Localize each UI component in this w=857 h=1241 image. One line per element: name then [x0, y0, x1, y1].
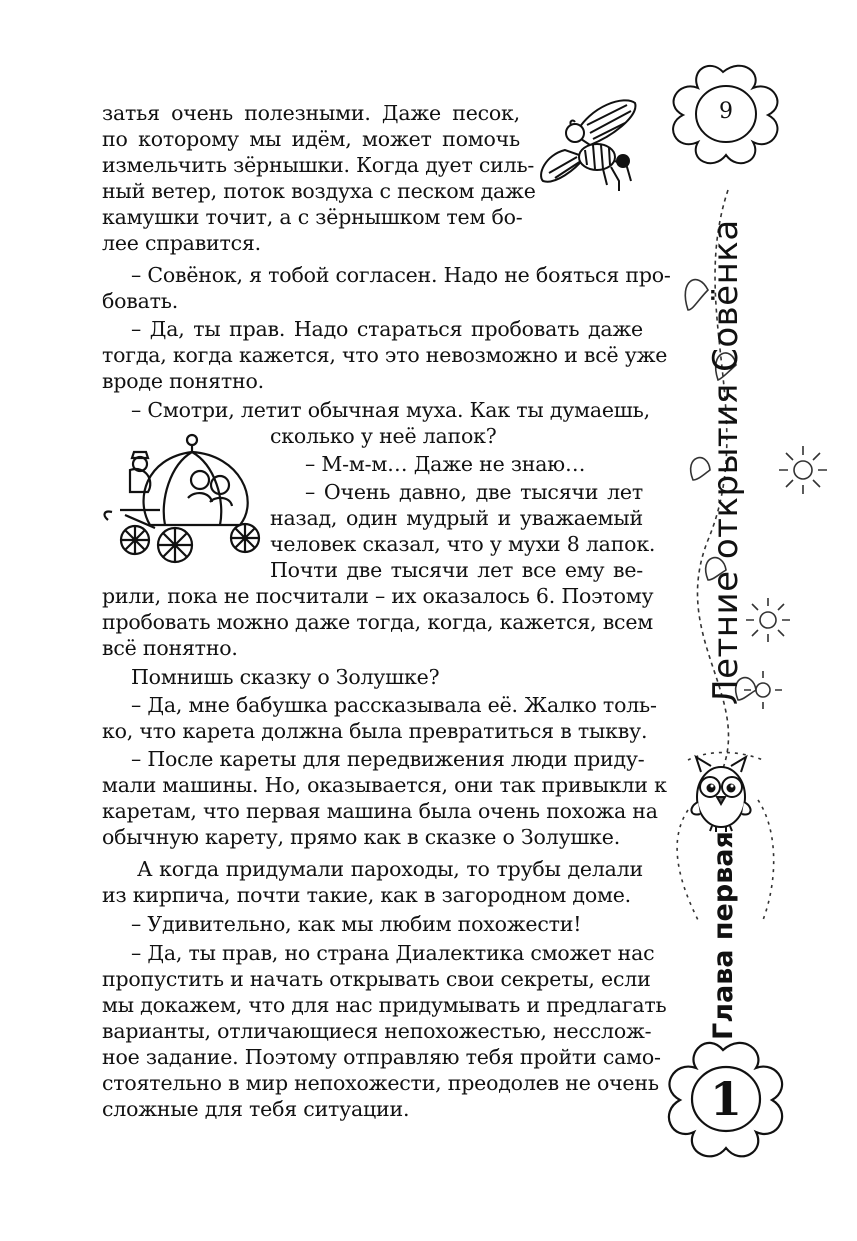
text-line: – Смотри, летит обычная муха. Как ты думаешь,	[131, 398, 650, 422]
text-line: – Да, ты прав. Надо стараться пробовать даже	[131, 317, 643, 341]
text-line: – Удивительно, как мы любим похожести!	[131, 912, 582, 936]
text-line: бовать.	[102, 289, 179, 313]
text-line: человек сказал, что у мухи 8 лапок.	[270, 532, 656, 556]
page-number: 9	[719, 99, 733, 124]
text-line: измельчить зёрнышки. Когда дует силь-	[102, 153, 535, 177]
text-line: ное задание. Поэтому отправляю тебя пройти само-	[102, 1045, 661, 1069]
text-line: сколько у неё лапок?	[270, 424, 497, 448]
text-line: – М-м-м… Даже не знаю…	[305, 452, 586, 476]
text-line: мали машины. Но, оказывается, они так привыкли к	[102, 773, 667, 797]
text-line: стоятельно в мир непохожести, преодолев не очень	[102, 1071, 659, 1095]
text-line: назад, один мудрый и уважаемый	[270, 506, 643, 530]
fly-illustration	[535, 95, 645, 195]
text-line: рили, пока не посчитали – их оказалось 6. Поэтому	[102, 584, 654, 608]
text-line: – Да, мне бабушка рассказывала её. Жалко толь-	[131, 693, 657, 717]
text-line: мы докажем, что для нас придумывать и предлагать	[102, 993, 667, 1017]
text-line: лее справится.	[102, 231, 261, 255]
carriage-illustration	[100, 430, 268, 570]
text-line: – После кареты для передвижения люди приду-	[131, 747, 645, 771]
text-line: – Совёнок, я тобой согласен. Надо не бояться про-	[131, 263, 671, 287]
text-line: сложные для тебя ситуации.	[102, 1097, 410, 1121]
text-line: обычную карету, прямо как в сказке о Золушке.	[102, 825, 621, 849]
text-line: Почти две тысячи лет все ему ве-	[270, 558, 643, 582]
text-line: варианты, отличающиеся непохожестью, несслож-	[102, 1019, 652, 1043]
chapter-label-vertical: Глава первая	[708, 831, 739, 1040]
text-line: пробовать можно даже тогда, когда, кажется, всем	[102, 610, 653, 634]
text-line: вроде понятно.	[102, 369, 264, 393]
text-line: каретам, что первая машина была очень похожа на	[102, 799, 658, 823]
text-line: Помнишь сказку о Золушке?	[131, 665, 440, 689]
text-line: ный ветер, поток воздуха с песком даже	[102, 179, 536, 203]
text-line: камушки точит, а с зёрнышком тем бо-	[102, 205, 523, 229]
flower-vine-decoration	[648, 60, 848, 1170]
text-line: ко, что карета должна была превратиться в тыкву.	[102, 719, 648, 743]
text-line: затья очень полезными. Даже песок,	[102, 101, 520, 125]
owl-illustration	[686, 752, 756, 832]
text-line: по которому мы идём, может помочь	[102, 127, 520, 151]
chapter-number: 1	[709, 1072, 742, 1126]
text-line: из кирпича, почти такие, как в загородном доме.	[102, 883, 631, 907]
text-line: А когда придумали пароходы, то трубы делали	[137, 857, 643, 881]
text-line: – Очень давно, две тысячи лет	[305, 480, 643, 504]
text-line: пропустить и начать открывать свои секреты, если	[102, 967, 651, 991]
book-title-vertical: Летние открытия Совёнка	[706, 219, 746, 705]
text-line: – Да, ты прав, но страна Диалектика сможет нас	[131, 941, 655, 965]
text-line: тогда, когда кажется, что это невозможно и всё уже	[102, 343, 668, 367]
text-line: всё понятно.	[102, 636, 238, 660]
